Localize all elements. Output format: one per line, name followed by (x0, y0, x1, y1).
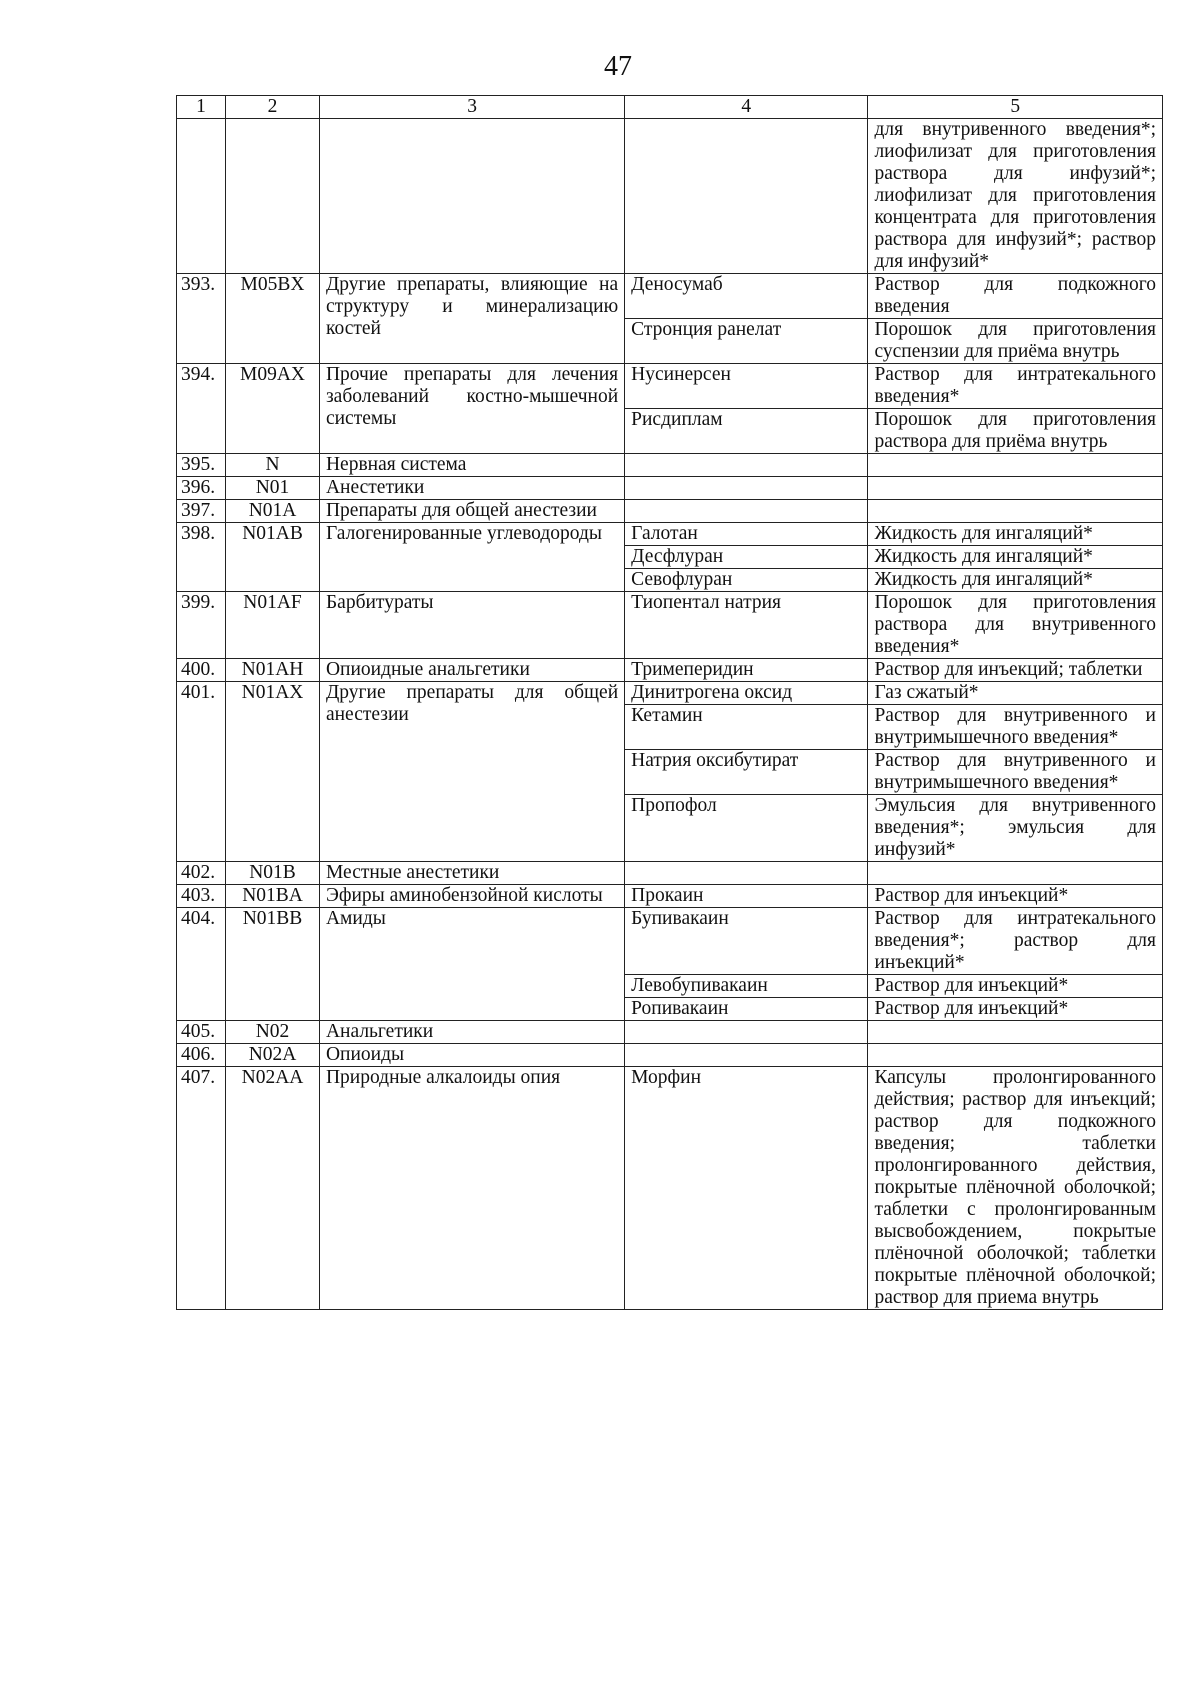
group-name: Местные анестетики (319, 862, 624, 885)
table-row (177, 1021, 1163, 1044)
table-row (177, 885, 1163, 908)
group-name: Амиды (319, 908, 624, 1021)
row-number: 404. (177, 908, 226, 1021)
table-row (177, 682, 1163, 705)
table-row (177, 364, 1163, 409)
drug-name (625, 119, 868, 274)
row-number: 396. (177, 477, 226, 500)
dosage-form: Раствор для внутривенного и внутримышечного введения* (868, 750, 1163, 795)
group-name: Опиоидные анальгетики (319, 659, 624, 682)
atc-code: N02A (226, 1044, 320, 1067)
dosage-form (868, 454, 1163, 477)
group-name: Другие препараты для общей анестезии (319, 682, 624, 862)
dosage-form (868, 477, 1163, 500)
atc-code: N01AX (226, 682, 320, 862)
header-cell-3: 3 (319, 96, 624, 119)
atc-code: N02 (226, 1021, 320, 1044)
group-name: Галогенированные углеводороды (319, 523, 624, 592)
drug-name: Тиопентал натрия (625, 592, 868, 659)
drug-name: Стронция ранелат (625, 319, 868, 364)
dosage-form: Раствор для внутривенного и внутримышечного введения* (868, 705, 1163, 750)
row-number: 399. (177, 592, 226, 659)
table-row (177, 1067, 1163, 1310)
row-number: 406. (177, 1044, 226, 1067)
group-name: Барбитураты (319, 592, 624, 659)
drug-name (625, 477, 868, 500)
drug-name: Севофлуран (625, 569, 868, 592)
table-row (177, 454, 1163, 477)
atc-code: M09AX (226, 364, 320, 454)
drug-name: Тримеперидин (625, 659, 868, 682)
drug-name: Левобупивакаин (625, 975, 868, 998)
table-row (177, 1044, 1163, 1067)
drug-name (625, 500, 868, 523)
table-row (177, 477, 1163, 500)
atc-code: N01 (226, 477, 320, 500)
drug-name: Динитрогена оксид (625, 682, 868, 705)
dosage-form: Жидкость для ингаляций* (868, 546, 1163, 569)
header-row (177, 96, 1163, 119)
dosage-form: Раствор для подкожного введения (868, 274, 1163, 319)
table-row (177, 659, 1163, 682)
row-number: 400. (177, 659, 226, 682)
group-name: Анестетики (319, 477, 624, 500)
dosage-form (868, 500, 1163, 523)
dosage-form: Эмульсия для внутривенного введения*; эмульсия для инфузий* (868, 795, 1163, 862)
page-number: 47 (604, 51, 632, 82)
row-number: 393. (177, 274, 226, 364)
atc-code: N01BB (226, 908, 320, 1021)
row-number: 398. (177, 523, 226, 592)
group-name: Другие препараты, влияющие на структуру и минерализацию костей (319, 274, 624, 364)
group-name: Прочие препараты для лечения заболеваний костно-мышечной системы (319, 364, 624, 454)
row-number: 402. (177, 862, 226, 885)
table-row (177, 592, 1163, 659)
table-row (177, 274, 1163, 319)
dosage-form: Раствор для инъекций* (868, 975, 1163, 998)
drug-name: Бупивакаин (625, 908, 868, 975)
group-name (319, 119, 624, 274)
row-number: 397. (177, 500, 226, 523)
row-number (177, 119, 226, 274)
dosage-form: Порошок для приготовления раствора для внутривенного введения* (868, 592, 1163, 659)
dosage-form (868, 862, 1163, 885)
continuation-row (177, 119, 1163, 274)
drug-name: Галотан (625, 523, 868, 546)
atc-code: N02AA (226, 1067, 320, 1310)
dosage-form: Порошок для приготовления раствора для приёма внутрь (868, 409, 1163, 454)
drug-name: Нусинерсен (625, 364, 868, 409)
group-name: Опиоиды (319, 1044, 624, 1067)
atc-code: N01AF (226, 592, 320, 659)
atc-code: N01B (226, 862, 320, 885)
row-number: 395. (177, 454, 226, 477)
drug-name: Ропивакаин (625, 998, 868, 1021)
drug-name: Морфин (625, 1067, 868, 1310)
dosage-form: Раствор для инъекций* (868, 998, 1163, 1021)
row-number: 407. (177, 1067, 226, 1310)
dosage-form: Жидкость для ингаляций* (868, 523, 1163, 546)
dosage-form (868, 1044, 1163, 1067)
header-cell-4: 4 (625, 96, 868, 119)
group-name: Анальгетики (319, 1021, 624, 1044)
dosage-form: Порошок для приготовления суспензии для приёма внутрь (868, 319, 1163, 364)
dosage-form: Раствор для интратекального введения*; раствор для инъекций* (868, 908, 1163, 975)
group-name: Эфиры аминобензойной кислоты (319, 885, 624, 908)
drug-name: Рисдиплам (625, 409, 868, 454)
row-number: 405. (177, 1021, 226, 1044)
drug-name: Прокаин (625, 885, 868, 908)
table-row (177, 862, 1163, 885)
atc-code: N01BA (226, 885, 320, 908)
dosage-form: Раствор для инъекций; таблетки (868, 659, 1163, 682)
drug-name (625, 1044, 868, 1067)
drug-name (625, 454, 868, 477)
row-number: 394. (177, 364, 226, 454)
dosage-form: Газ сжатый* (868, 682, 1163, 705)
group-name: Нервная система (319, 454, 624, 477)
drug-name: Кетамин (625, 705, 868, 750)
row-number: 401. (177, 682, 226, 862)
group-name: Природные алкалоиды опия (319, 1067, 624, 1310)
dosage-form: Раствор для интратекального введения* (868, 364, 1163, 409)
drug-name (625, 862, 868, 885)
drug-name: Пропофол (625, 795, 868, 862)
drug-name: Натрия оксибутират (625, 750, 868, 795)
dosage-form: Раствор для инъекций* (868, 885, 1163, 908)
table-row (177, 908, 1163, 975)
atc-code: N (226, 454, 320, 477)
drug-name (625, 1021, 868, 1044)
dosage-form (868, 1021, 1163, 1044)
atc-code: N01AH (226, 659, 320, 682)
table-row (177, 523, 1163, 546)
atc-code: N01AB (226, 523, 320, 592)
header-cell-1: 1 (177, 96, 226, 119)
header-cell-2: 2 (226, 96, 320, 119)
header-cell-5: 5 (868, 96, 1163, 119)
table-body (177, 96, 1163, 1310)
atc-code (226, 119, 320, 274)
drug-name: Десфлуран (625, 546, 868, 569)
atc-code: M05BX (226, 274, 320, 364)
group-name: Препараты для общей анестезии (319, 500, 624, 523)
atc-code: N01A (226, 500, 320, 523)
drug-name: Деносумаб (625, 274, 868, 319)
drug-table (176, 95, 1163, 1310)
table-row (177, 500, 1163, 523)
dosage-form: Капсулы пролонгированного действия; раствор для инъекций; раствор для подкожного введения; таблетки пролонгированного действия, покрытые плёночной оболочкой; таблетки с пролонгированным высвобождением, покрытые плёночной оболочкой; таблетки покрытые плёночной оболочкой; раствор для приема внутрь (868, 1067, 1163, 1310)
dosage-form: Жидкость для ингаляций* (868, 569, 1163, 592)
dosage-form: для внутривенного введения*; лиофилизат для приготовления раствора для инфузий*; лиофилизат для приготовления концентрата для приготовления раствора для инфузий*; раствор для инфузий* (868, 119, 1163, 274)
row-number: 403. (177, 885, 226, 908)
